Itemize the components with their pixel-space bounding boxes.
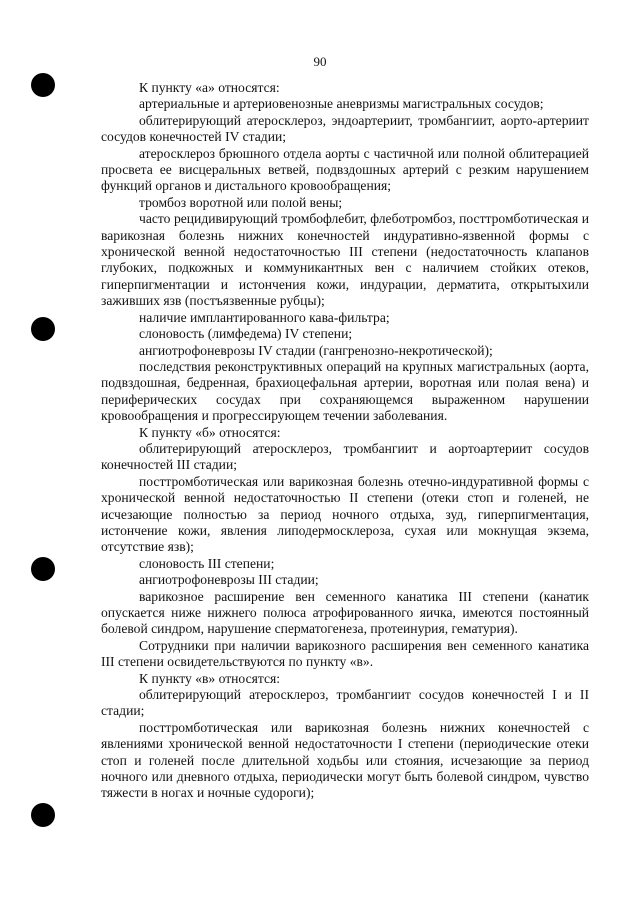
paragraph: ангиотрофоневрозы IV стадии (гангренозно-некротической); — [139, 342, 493, 358]
paragraph: ангиотрофоневрозы III стадии; — [139, 572, 319, 588]
paragraph: облитерирующий атеросклероз, тромбангиит сосудов конечностей I и II стадии; — [101, 687, 589, 719]
paragraph: варикозное расширение вен семенного канатика III степени (канатик опускается ниже нижнего полюса атрофированного яичка, имеются постоянный болевой синдром, нарушение сперматогенеза, протеинурия, гематурия). — [101, 588, 589, 637]
paragraph: последствия реконструктивных операций на крупных магистральных (аорта, подвздошная, бедренная, брахиоцефальная артерии, воротная или полая вена) и периферических сосудах при сохраняющемся выраженном нарушении кровообращения и прогрессирующем течении заболевания. — [101, 358, 589, 424]
paragraph: слоновость III степени; — [139, 555, 275, 571]
punch-hole-2 — [31, 317, 55, 341]
paragraph: облитерирующий атеросклероз, тромбангиит и аортоартериит сосудов конечностей III стадии; — [101, 440, 589, 473]
punch-hole-4 — [31, 803, 55, 827]
paragraph: облитерирующий атеросклероз, эндоартериит, тромбангиит, аорто-артериит сосудов конечностей IV стадии; — [101, 112, 589, 145]
paragraph: посттромботическая или варикозная болезнь нижних конечностей с явлениями хронической венной недостаточности I степени (периодические отеки стоп и голеней после длительной ходьбы или стояния, исчезающие за период ночного или дневного отдыха, периодически могут быть болевой синдром, чувство тяжести в ногах и ночные судороги); — [101, 719, 589, 801]
paragraph: часто рецидивирующий тромбофлебит, флеботромбоз, посттромботическая и варикозная болезнь нижних конечностей индуративно-язвенной формы с хронической венной недостаточностью III степени (недостаточность клапанов глубоких, подкожных и коммуникантных вен с наличием стойких отеков, гиперпигментации и истончения кожи, индурации, дерматита, открытыхили заживших язв (постъязвенные рубцы); — [101, 211, 589, 309]
document-body — [101, 80, 589, 802]
page-number: 90 — [313, 54, 327, 69]
paragraph: наличие имплантированного кава-фильтра; — [139, 309, 390, 325]
paragraph: тромбоз воротной или полой вены; — [139, 194, 343, 210]
punch-hole-3 — [31, 557, 55, 581]
paragraph: артериальные и артериовенозные аневризмы магистральных сосудов; — [139, 96, 544, 112]
paragraph: слоновость (лимфедема) IV степени; — [139, 326, 353, 342]
section-b-heading: К пункту «б» относятся: — [139, 424, 281, 440]
section-v-heading: К пункту «в» относятся: — [139, 670, 281, 686]
paragraph: атеросклероз брюшного отдела аорты с частичной или полной облитерацией просвета ее висцеральных ветвей, подвздошных артерий с резким нарушением функций органов и дистального кровообращения; — [101, 145, 589, 194]
paragraph: Сотрудники при наличии варикозного расширения вен семенного канатика III степени освидетельствуются по пункту «в». — [101, 637, 589, 670]
paragraph: посттромботическая или варикозная болезнь отечно-индуративной формы с хронической венной недостаточностью II степени (отеки стоп и голеней, не исчезающие полностью за период ночного отдыха, зуд, гиперпигментация, истончение кожи, явления липодермосклероза, сухая или мокнущая экзема, отсутствие язв); — [101, 473, 589, 555]
section-a-heading: К пункту «а» относятся: — [139, 80, 280, 95]
punch-hole-1 — [31, 73, 55, 97]
